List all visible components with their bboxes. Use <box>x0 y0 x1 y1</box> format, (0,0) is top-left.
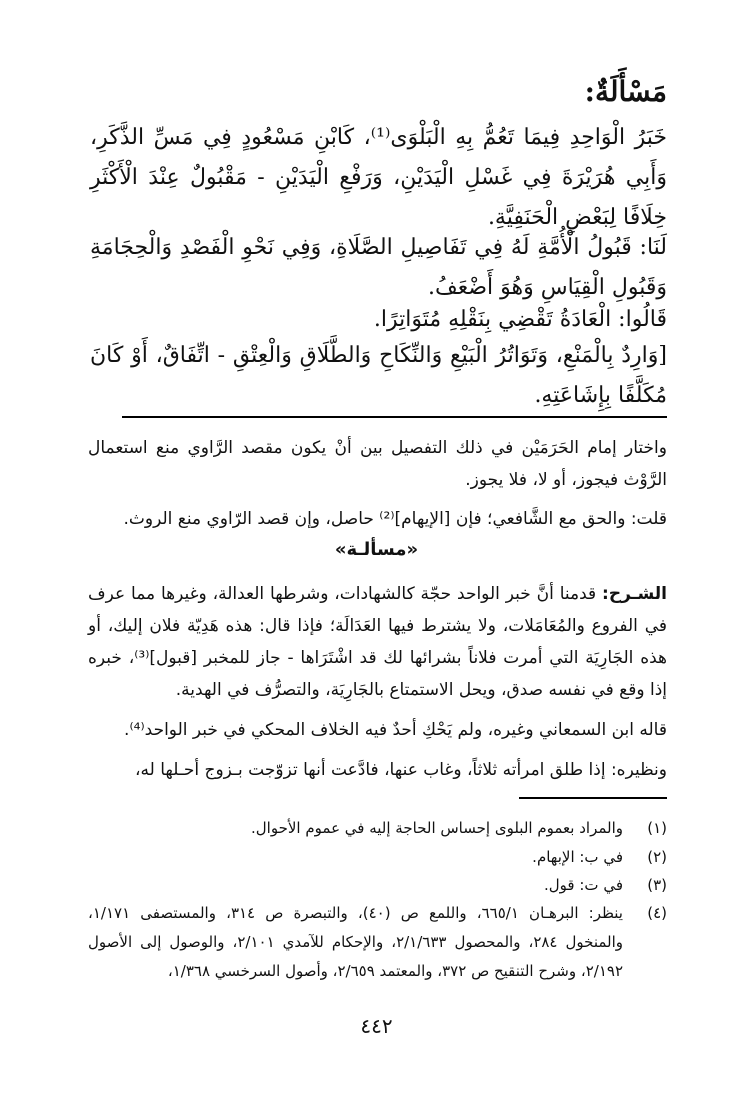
footnote-number: (١) <box>647 819 667 837</box>
upper-note-1: واختار إمام الحَرَمَيْن في ذلك التفصيل بين أنْ يكون مقصد الرَّاوي منع استعمال الرَّوْث فيجوز، أو لا، فلا يجوز. <box>88 438 667 490</box>
commentary-lead: الشـرح: <box>602 584 667 604</box>
footnote-2 <box>88 843 667 872</box>
commentary-paragraph-1 <box>88 578 667 706</box>
main-text-paragraph-1: خَبَرُ الْوَاحِدِ فِيمَا تَعُمُّ بِهِ الْبَلْوَى⁽¹⁾، كَابْنِ مَسْعُودٍ فِي مَسِّ الذَّكَرِ، وَأَبِي هُرَيْرَةَ فِي غَسْلِ الْيَدَيْنِ، وَرَفْعِ الْيَدَيْنِ - مَقْبُولٌ عِنْدَ الْأَكْثَرِ خِلَافًا لِبَعْضِ الْحَنَفِيَّةِ. <box>90 125 667 230</box>
commentary-paragraph-2: قاله ابن السمعاني وغيره، ولم يَحْكِ أحدٌ فيه الخلاف المحكي في خبر الواحد⁽⁴⁾. <box>124 720 667 740</box>
footnote-text: في ت: قول. <box>544 876 623 894</box>
footnote-divider <box>519 797 667 799</box>
main-text-paragraph-3: قَالُوا: الْعَادَةُ تَقْضِي بِنَقْلِهِ مُتَوَاتِرًا. <box>373 307 667 332</box>
commentary-text-1: قدمنا أنَّ خبر الواحد حجّة كالشهادات، وشرطها العدالة، وغيرها مما عرف في الفروع والمُعَامَلات، ولا يشترط فيها العَدَالَة؛ فإذا قال: هذه هَدِيّة فلان إليك، أو هذه الجَارِيَة التي أمرت فلاناً بشرائها لك قد اشْتَرَاها - جاز للمخبر [قبول]⁽³⁾، خبره إذا وقع في نفسه صدق، ويحل الاستمتاع بالجَارِيَة، والتصرُّف في الهدية. <box>88 584 667 700</box>
main-text-paragraph-2: لَنَا: قَبُولُ الْأُمَّةِ لَهُ فِي تَفَاصِيلِ الصَّلَاةِ، وَفِي نَحْوِ الْفَصْدِ وَالْحِجَامَةِ وَقَبُولِ الْقِيَاسِ وَهُوَ أَضْعَفُ. <box>90 235 667 300</box>
footnote-4 <box>88 899 667 986</box>
footnote-1 <box>88 814 667 843</box>
footnote-text: والمراد بعموم البلوى إحساس الحاجة إليه في عموم الأحوال. <box>251 819 623 837</box>
footnote-text: ينظر: البرهـان ٦٦٥/١، واللمع ص (٤٠)، والتبصرة ص ٣١٤، والمستصفى ١/١٧١، والمنخول ٢٨٤، والمحصول ٢/١/٦٣٣، والإحكام للآمدي ٢/١٠١، والوصول إلى الأصول ٢/١٩٢، وشرح التنقيح ص ٣٧٢، والمعتمد ٢/٦٥٩، وأصول السرخسي ١/٣٦٨، <box>88 904 624 980</box>
footnote-number: (٢) <box>647 848 667 866</box>
issue-heading: مَسْأَلَةٌ: <box>584 75 667 108</box>
footnote-number: (٣) <box>647 876 667 894</box>
commentary-paragraph-3: ونظيره: إذا طلق امرأته ثلاثاً، وغاب عنها، فادَّعت أنها تزوّجت بـزوج أحـلها له، <box>135 760 667 780</box>
footnote-number: (٤) <box>647 904 667 922</box>
footnote-text: في ب: الإبهام. <box>532 848 623 866</box>
upper-note-2: قلت: والحق مع الشَّافعي؛ فإن [الإيهام]⁽²⁾ حاصل، وإن قصد الرّاوي منع الروث. <box>123 509 667 529</box>
main-text-paragraph-4: [وَارِدٌ بِالْمَنْعِ، وَتَوَاتُرُ الْبَيْعِ وَالنِّكَاحِ وَالطَّلَاقِ وَالْعِتْقِ - اتِّفَاقٌ، أَوْ كَانَ مُكَلَّفًا بِإِشَاعَتِهِ. <box>90 343 667 408</box>
section-title: «مسألـة» <box>334 539 419 560</box>
page-number: ٤٤٢ <box>360 1014 393 1038</box>
section-divider <box>122 416 667 418</box>
footnote-3 <box>88 871 667 900</box>
